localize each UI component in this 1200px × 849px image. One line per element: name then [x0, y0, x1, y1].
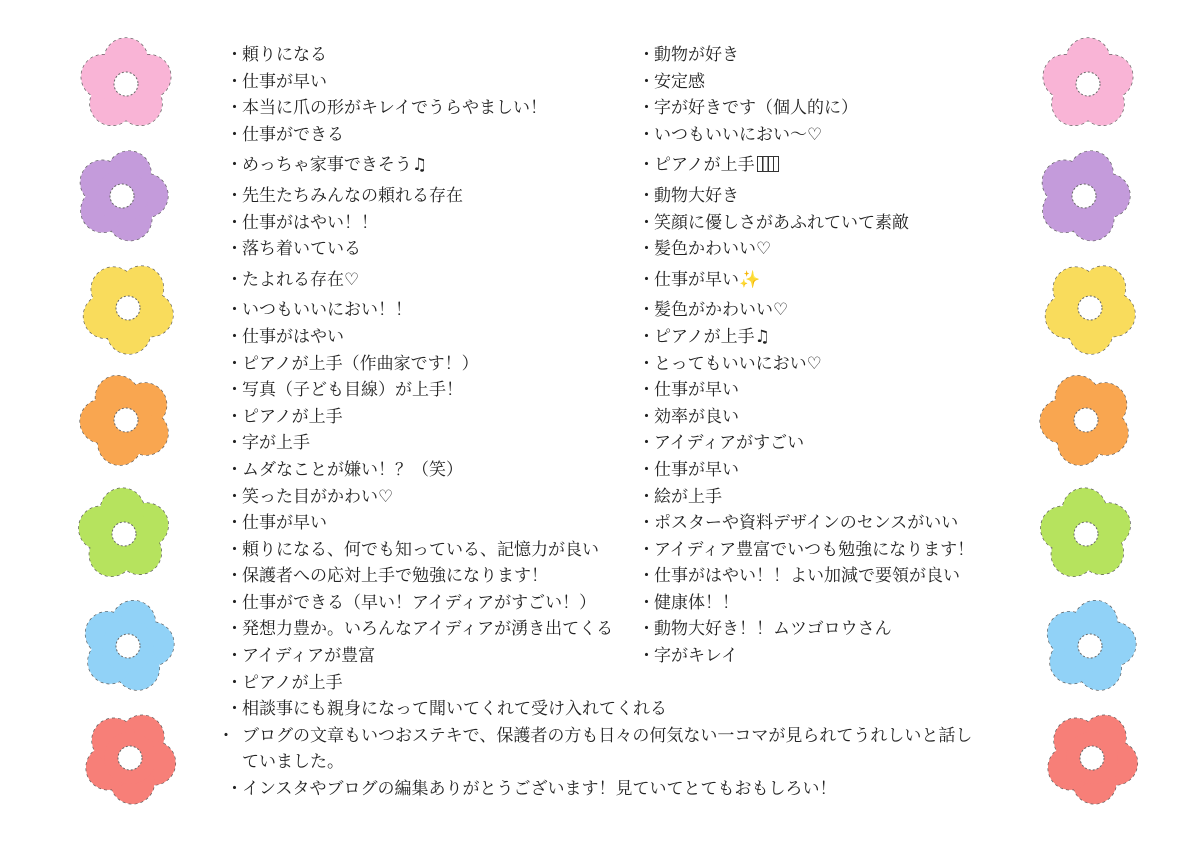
list-item: ・発想力豊か。いろんなアイディアが湧き出てくる — [226, 619, 614, 640]
list-item: ・先生たちみんなの頼れる存在 — [226, 185, 463, 206]
right-compliment-list — [638, 42, 998, 670]
flower-icon — [74, 484, 174, 584]
flower-icon — [1036, 370, 1136, 470]
list-item: ・仕事が早い — [226, 71, 327, 92]
flower-icon — [76, 34, 176, 134]
list-item: ・仕事がはやい！！よい加減で要領が良い — [638, 566, 960, 587]
list-item: ・ピアノが上手♫ — [638, 326, 770, 347]
list-item: ・仕事が早い✨ — [638, 269, 761, 290]
list-item: ・髪色がかわいい♡ — [638, 300, 789, 321]
list-item: ・仕事ができる — [226, 124, 344, 145]
list-item: ・アイディア豊富でいつも勉強になります！ — [638, 539, 975, 560]
flower-icon — [72, 146, 172, 246]
list-item: ・頼りになる、何でも知っている、記憶力が良い — [226, 539, 599, 560]
list-item: ・ムダなことが嫌い！？（笑） — [226, 459, 463, 480]
list-item: ・動物大好き！！ムツゴロウさん — [638, 619, 892, 640]
list-item: ・インスタやブログの編集ありがとうございます！見ていてとてもおもしろい！ — [226, 779, 837, 800]
flower-icon — [78, 596, 178, 696]
list-item: ・髪色かわいい♡ — [638, 239, 772, 260]
list-item: ・めっちゃ家事できそう♫ — [226, 155, 428, 176]
list-item: ・本当に爪の形がキレイでうらやましい！ — [226, 98, 547, 119]
list-item: ・動物大好き — [638, 185, 739, 206]
list-item: ・アイディアが豊富 — [226, 646, 376, 667]
sparkles-icon: ✨ — [739, 269, 761, 290]
list-item: ・笑った目がかわい♡ — [226, 486, 394, 507]
right-flower-column — [1030, 0, 1140, 849]
list-item: ・仕事ができる（早い！アイディアがすごい！） — [226, 592, 597, 613]
list-item: ・写真（子ども目線）が上手！ — [226, 380, 463, 401]
list-item: ・ピアノが上手 — [638, 152, 998, 179]
flower-icon — [1040, 258, 1140, 358]
list-item: ・安定感 — [638, 71, 705, 92]
list-item: ・ピアノが上手 — [226, 672, 343, 693]
list-item: ・相談事にも親身になって聞いてくれて受け入れてくれる — [226, 699, 667, 720]
list-item: ・動物が好き — [638, 45, 739, 65]
list-item: ・頼りになる — [226, 45, 327, 65]
list-item: ・仕事がはやい — [226, 326, 344, 347]
flower-icon — [1034, 146, 1134, 246]
flower-icon — [1036, 484, 1136, 584]
list-item: ・仕事が早い — [638, 380, 739, 401]
list-item: ・仕事がはやい！！ — [226, 212, 378, 233]
list-item: ・落ち着いている — [226, 239, 361, 260]
piano-icon — [757, 156, 779, 172]
list-item: ・とってもいいにおい♡ — [638, 353, 822, 374]
list-item: ・保護者への応対上手で勉強になります！ — [226, 566, 548, 587]
list-item: ・絵が上手 — [638, 486, 722, 507]
list-item: ・字がキレイ — [638, 646, 738, 667]
flower-icon — [80, 708, 180, 808]
list-item: ・ポスターや資料デザインのセンスがいい — [638, 513, 959, 534]
list-item: ・ピアノが上手（作曲家です！） — [226, 353, 479, 374]
list-item: ・効率が良い — [638, 406, 739, 427]
flower-icon — [1038, 34, 1138, 134]
list-item: ・ピアノが上手 — [226, 406, 343, 427]
list-item: ・アイディアがすごい — [638, 433, 805, 454]
list-item: ・笑顔に優しさがあふれていて素敵 — [638, 212, 909, 233]
list-item: ・健康体！！ — [638, 592, 739, 613]
list-item: ・いつもいいにおい！！ — [226, 300, 412, 321]
flower-icon — [1042, 708, 1142, 808]
flower-icon — [1040, 596, 1140, 696]
list-item: ・たよれる存在♡ — [226, 269, 360, 290]
list-item: ・字が好きです（個人的に） — [638, 98, 858, 119]
flower-icon — [76, 370, 176, 470]
list-item: ・ ブログの文章もいつおステキで、保護者の方も日々の何気ない一コマが見られてうれしいと話していました。 — [217, 725, 973, 773]
flower-icon — [78, 258, 178, 358]
left-flower-column — [68, 0, 178, 849]
list-item: ・いつもいいにおい〜♡ — [638, 124, 823, 145]
list-item: ・仕事が早い — [226, 513, 327, 534]
list-item: ・字が上手 — [226, 433, 310, 454]
list-item: ・仕事が早い — [638, 459, 739, 480]
